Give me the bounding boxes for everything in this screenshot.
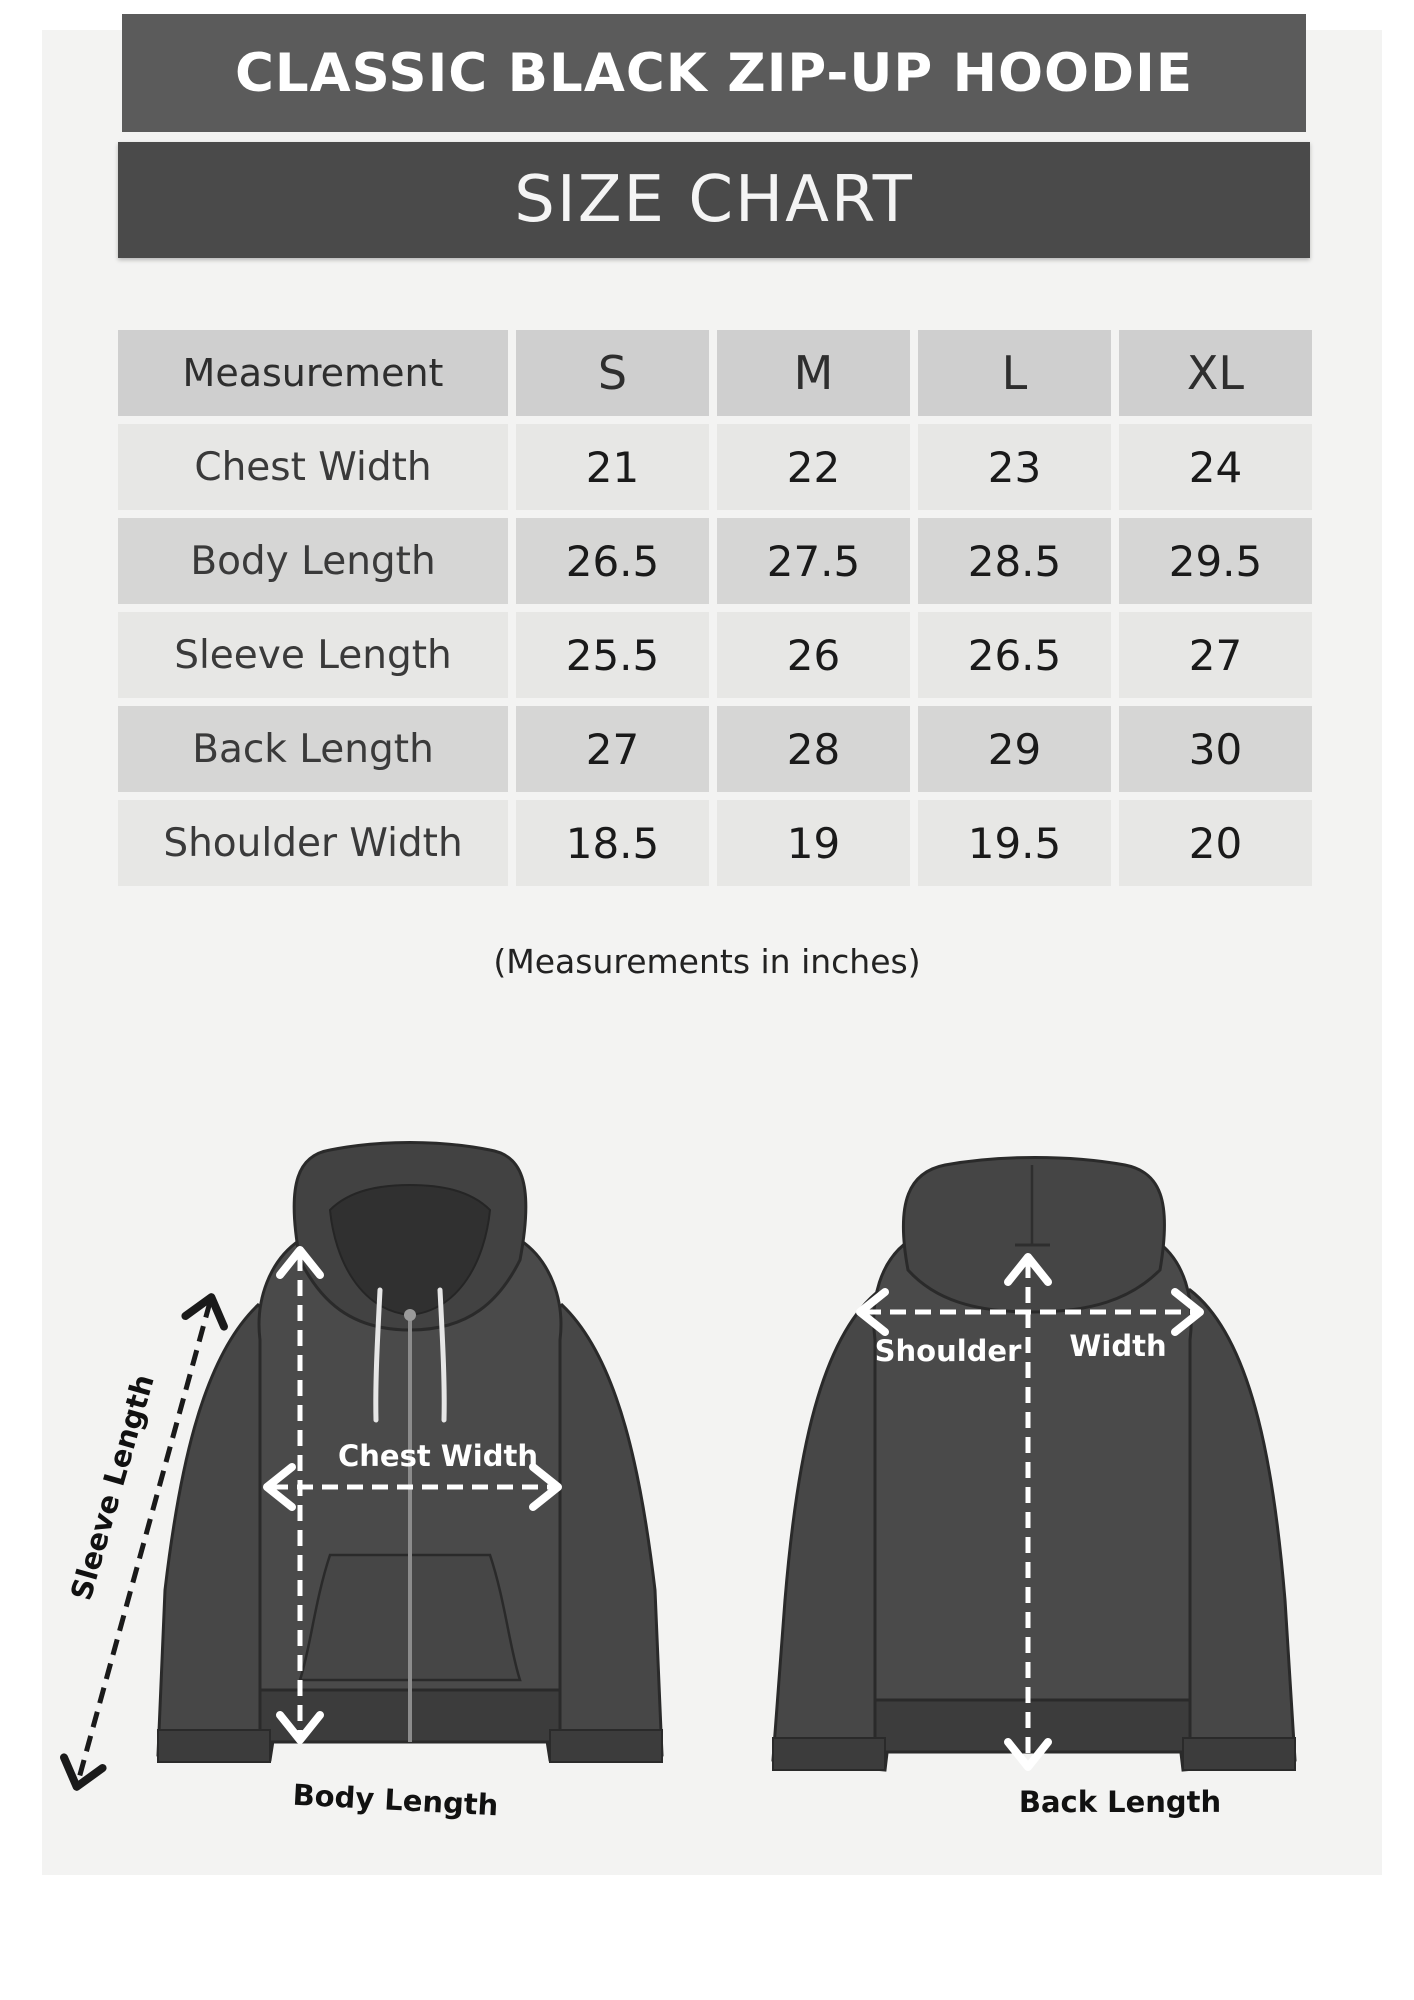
units-note: (Measurements in inches) bbox=[493, 942, 921, 981]
chest-width-label: Chest Width bbox=[337, 1439, 539, 1473]
table-cell: 19.5 bbox=[918, 800, 1111, 886]
table-cell: 28 bbox=[717, 706, 910, 792]
column-header-l: L bbox=[918, 330, 1111, 416]
back-length-label: Back Length bbox=[1018, 1785, 1222, 1819]
table-cell: 25.5 bbox=[516, 612, 709, 698]
table-cell: 29.5 bbox=[1119, 518, 1312, 604]
table-cell: 27 bbox=[1119, 612, 1312, 698]
table-cell: 19 bbox=[717, 800, 910, 886]
table-cell: 20 bbox=[1119, 800, 1312, 886]
table-cell: 23 bbox=[918, 424, 1111, 510]
row-label: Back Length bbox=[118, 706, 508, 792]
table-cell: 27 bbox=[516, 706, 709, 792]
width-label: Width bbox=[1069, 1329, 1167, 1363]
product-title: CLASSIC BLACK ZIP-UP HOODIE bbox=[122, 14, 1306, 132]
table-cell: 28.5 bbox=[918, 518, 1111, 604]
row-label: Sleeve Length bbox=[118, 612, 508, 698]
table-cell: 26.5 bbox=[516, 518, 709, 604]
table-cell: 22 bbox=[717, 424, 910, 510]
back-hoodie-illustration bbox=[773, 1158, 1295, 1771]
table-cell: 24 bbox=[1119, 424, 1312, 510]
row-label: Body Length bbox=[118, 518, 508, 604]
sleeve-length-label: Sleeve Length bbox=[63, 1370, 161, 1604]
table-cell: 29 bbox=[918, 706, 1111, 792]
table-cell: 30 bbox=[1119, 706, 1312, 792]
column-header-xl: XL bbox=[1119, 330, 1312, 416]
row-label: Shoulder Width bbox=[118, 800, 508, 886]
column-header-s: S bbox=[516, 330, 709, 416]
table-cell: 26.5 bbox=[918, 612, 1111, 698]
table-cell: 27.5 bbox=[717, 518, 910, 604]
column-header-measurement: Measurement bbox=[118, 330, 508, 416]
shoulder-label: Shoulder bbox=[874, 1334, 1022, 1368]
row-label: Chest Width bbox=[118, 424, 508, 510]
column-header-m: M bbox=[717, 330, 910, 416]
size-chart-heading: SIZE CHART bbox=[118, 142, 1310, 258]
table-cell: 26 bbox=[717, 612, 910, 698]
table-cell: 18.5 bbox=[516, 800, 709, 886]
table-cell: 21 bbox=[516, 424, 709, 510]
body-length-label: Body Length bbox=[291, 1777, 500, 1823]
